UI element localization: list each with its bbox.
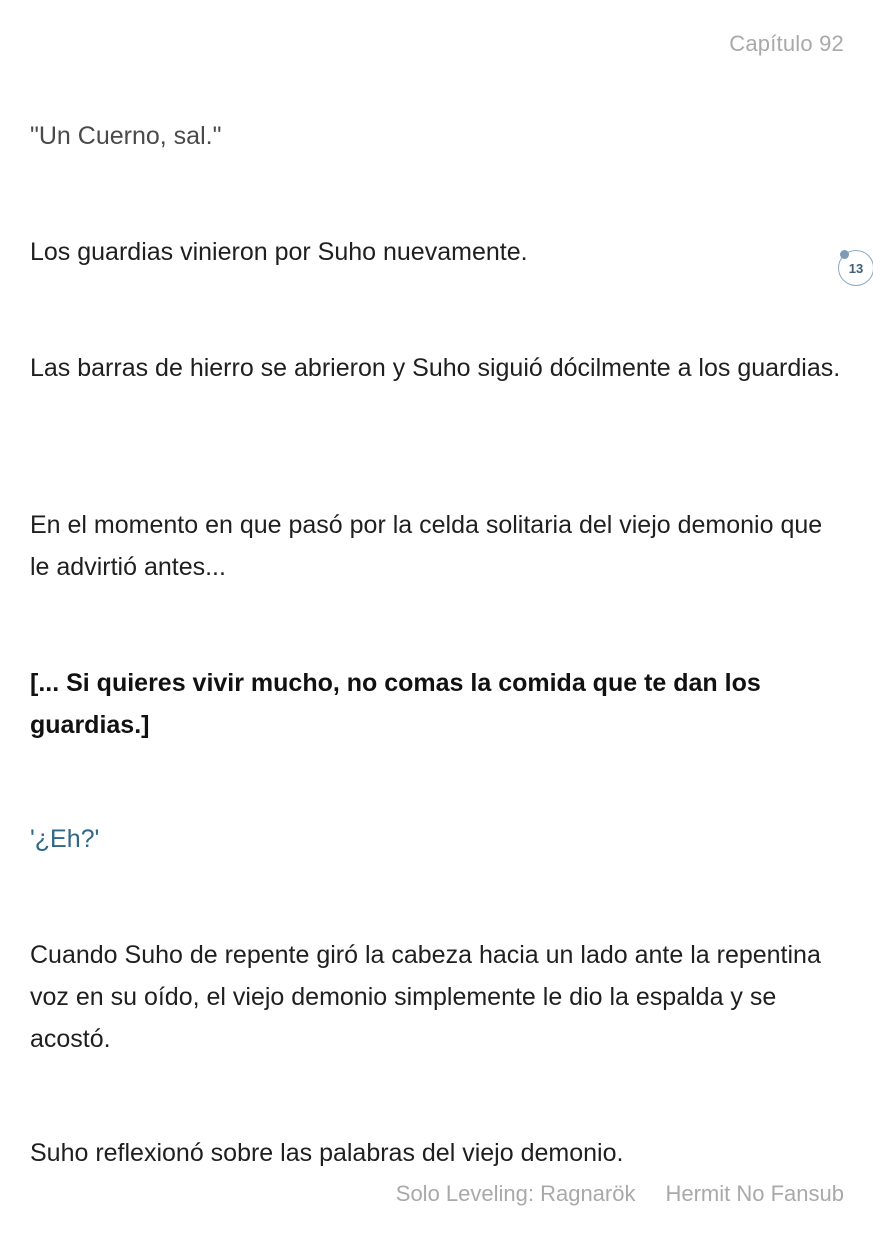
paragraph-narration: Suho reflexionó sobre las palabras del viejo demonio.	[30, 1139, 624, 1167]
paragraph-dialogue: "Un Cuerno, sal."	[30, 122, 222, 150]
paragraph-system-message: [... Si quieres vivir mucho, no comas la comida que te dan los guardias.]	[30, 669, 761, 739]
comment-count-badge[interactable]: 13	[838, 250, 873, 286]
page-footer	[396, 1181, 844, 1207]
paragraph-thought: '¿Eh?'	[30, 825, 100, 853]
paragraph-narration: Las barras de hierro se abrieron y Suho siguió dócilmente a los guardias.	[30, 354, 841, 382]
footer-translator: Hermit No Fansub	[665, 1181, 844, 1206]
footer-novel-title: Solo Leveling: Ragnarök	[395, 1181, 636, 1206]
chapter-label: Capítulo 92	[729, 31, 844, 56]
paragraph-narration: En el momento en que pasó por la celda solitaria del viejo demonio que le advirtió antes...	[30, 511, 823, 581]
comment-indicator-dot-icon	[840, 250, 849, 259]
paragraph-narration: Los guardias vinieron por Suho nuevamente.	[30, 238, 528, 266]
paragraph-narration: Cuando Suho de repente giró la cabeza hacia un lado ante la repentina voz en su oído, el viejo demonio simplemente le dio la espalda y se acostó.	[30, 941, 821, 1053]
